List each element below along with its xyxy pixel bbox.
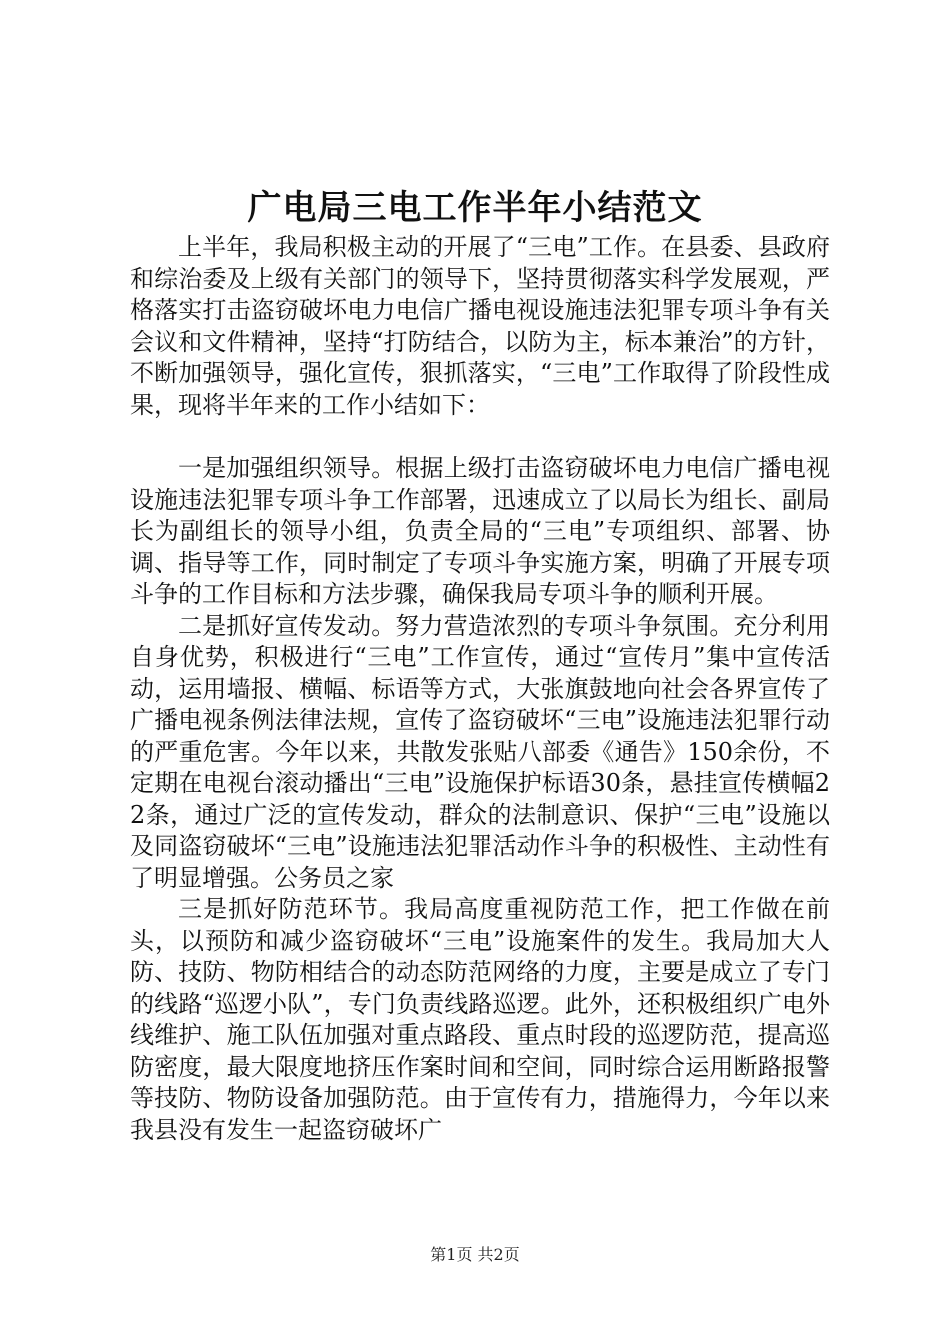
paragraph-organization: 一是加强组织领导。根据上级打击盗窃破坏电力电信广播电视设施违法犯罪专项斗争工作部署，迅速成立了以局长为组长、副局长为副组长的领导小组，负责全局的“三电”专项组织、部署、协调、指导等工作，同时制定了专项斗争实施方案，明确了开展专项斗争的工作目标和方法步骤，确保我局专项斗争的顺利开展。 [130,454,830,608]
page-indicator: 第1页 共2页 [430,1245,520,1264]
paragraph-publicity: 二是抓好宣传发动。努力营造浓烈的专项斗争氛围。充分利用自身优势，积极进行“三电”工作宣传，通过“宣传月”集中宣传活动，运用墙报、横幅、标语等方式，大张旗鼓地向社会各界宣传了广播电视条例法律法规，宣传了盗窃破坏“三电”设施违法犯罪行动的严重危害。今年以来，共散发张贴八部委《通告》150余份，不定期在电视台滚动播出“三电”设施保护标语30条，悬挂宣传横幅22条，通过广泛的宣传发动，群众的法制意识、保护“三电”设施以及同盗窃破坏“三电”设施违法犯罪活动作斗争的积极性、主动性有了明显增强。公务员之家 [130,611,830,892]
document-body [130,232,830,1146]
document-title: 广电局三电工作半年小结范文 [247,188,703,228]
paragraph-intro: 上半年，我局积极主动的开展了“三电”工作。在县委、县政府和综治委及上级有关部门的领导下，坚持贯彻落实科学发展观，严格落实打击盗窃破坏电力电信广播电视设施违法犯罪专项斗争有关会议和文件精神，坚持“打防结合，以防为主，标本兼治”的方针，不断加强领导，强化宣传，狠抓落实，“三电”工作取得了阶段性成果，现将半年来的工作小结如下： [130,233,830,419]
paragraph-prevention: 三是抓好防范环节。我局高度重视防范工作，把工作做在前头，以预防和减少盗窃破坏“三电”设施案件的发生。我局加大人防、技防、物防相结合的动态防范网络的力度，主要是成立了专门的线路“巡逻小队”，专门负责线路巡逻。此外，还积极组织广电外线维护、施工队伍加强对重点路段、重点时段的巡逻防范，提高巡防密度，最大限度地挤压作案时间和空间，同时综合运用断路报警等技防、物防设备加强防范。由于宣传有力，措施得力，今年以来我县没有发生一起盗窃破坏广 [130,895,830,1144]
